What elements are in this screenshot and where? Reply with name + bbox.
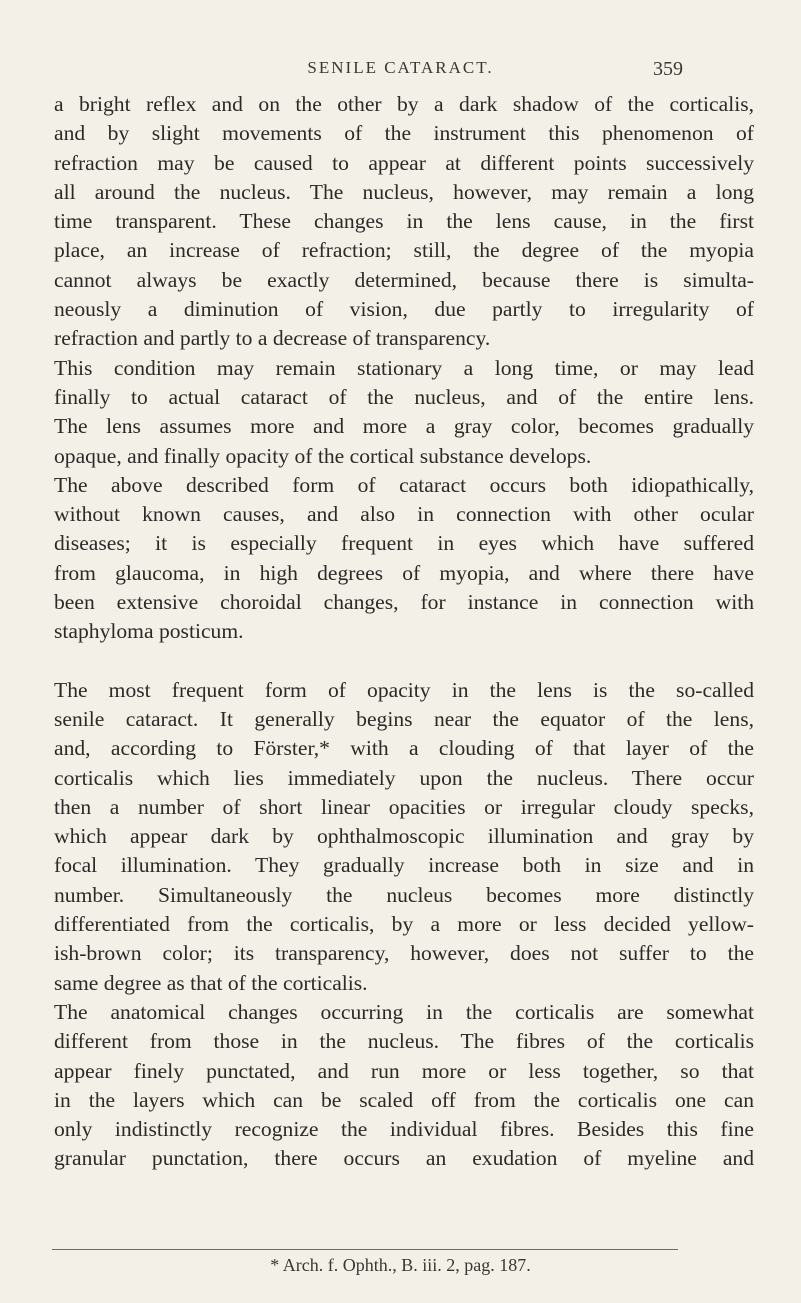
text-line: time transparent. These changes in the lens cause, in the first bbox=[54, 209, 754, 234]
paragraph bbox=[54, 354, 754, 471]
text-line: opaque, and finally opacity of the cortical substance develops. bbox=[54, 443, 592, 468]
footnote: * Arch. f. Ophth., B. iii. 2, pag. 187. bbox=[270, 1255, 531, 1275]
page-number: 359 bbox=[653, 58, 683, 80]
text-line: senile cataract. It generally begins near the equator of the lens, bbox=[54, 706, 754, 731]
text-line: staphyloma posticum. bbox=[54, 619, 244, 644]
text-line: refraction may be caused to appear at different points successively bbox=[54, 150, 754, 175]
text-line: then a number of short linear opacities or irregular cloudy specks, bbox=[54, 794, 754, 819]
text-line: The most frequent form of opacity in the lens is the so-called bbox=[54, 677, 754, 702]
text-line: granular punctation, there occurs an exudation of myeline and bbox=[54, 1146, 754, 1171]
body-text bbox=[54, 90, 754, 1174]
paragraph bbox=[54, 998, 754, 1174]
text-line: only indistinctly recognize the individual fibres. Besides this fine bbox=[54, 1117, 754, 1142]
paragraph bbox=[54, 90, 754, 354]
text-line: all around the nucleus. The nucleus, however, may remain a long bbox=[54, 179, 754, 204]
text-line: without known causes, and also in connection with other ocular bbox=[54, 502, 754, 527]
text-line: The anatomical changes occurring in the corticalis are somewhat bbox=[54, 999, 754, 1024]
text-line: place, an increase of refraction; still, the degree of the myopia bbox=[54, 238, 754, 263]
paragraph-gap bbox=[54, 647, 754, 676]
text-line: diseases; it is especially frequent in eyes which have suffered bbox=[54, 531, 754, 556]
text-line: in the layers which can be scaled off from the corticalis one can bbox=[54, 1087, 754, 1112]
text-line: finally to actual cataract of the nucleus, and of the entire lens. bbox=[54, 384, 754, 409]
text-line: refraction and partly to a decrease of transparency. bbox=[54, 326, 491, 351]
text-line: ish-brown color; its transparency, however, does not suffer to the bbox=[54, 941, 754, 966]
text-line: number. Simultaneously the nucleus becomes more distinctly bbox=[54, 882, 754, 907]
text-line: corticalis which lies immediately upon the nucleus. There occur bbox=[54, 765, 754, 790]
text-line: been extensive choroidal changes, for instance in connection with bbox=[54, 590, 754, 615]
text-line: The above described form of cataract occurs both idiopathically, bbox=[54, 472, 754, 497]
paragraph bbox=[54, 471, 754, 647]
text-line: from glaucoma, in high degrees of myopia, and where there have bbox=[54, 560, 754, 585]
text-line: which appear dark by ophthalmoscopic illumination and gray by bbox=[54, 824, 754, 849]
text-line: and by slight movements of the instrument this phenomenon of bbox=[54, 121, 754, 146]
text-line: appear finely punctated, and run more or less together, so that bbox=[54, 1058, 754, 1083]
text-line: same degree as that of the corticalis. bbox=[54, 970, 368, 995]
running-head bbox=[0, 58, 801, 86]
text-line: differentiated from the corticalis, by a more or less decided yellow- bbox=[54, 912, 754, 937]
text-line: This condition may remain stationary a long time, or may lead bbox=[54, 355, 754, 380]
text-line: The lens assumes more and more a gray color, becomes gradually bbox=[54, 414, 754, 439]
running-title: SENILE CATARACT. bbox=[307, 58, 494, 77]
text-line: a bright reflex and on the other by a dark shadow of the corticalis, bbox=[54, 92, 754, 116]
text-line: focal illumination. They gradually increase both in size and in bbox=[54, 853, 754, 878]
text-line: and, according to Förster,* with a clouding of that layer of the bbox=[54, 736, 754, 761]
paragraph bbox=[54, 676, 754, 998]
text-line: cannot always be exactly determined, because there is simulta- bbox=[54, 267, 754, 292]
footnote-rule bbox=[52, 1249, 678, 1250]
text-line: different from those in the nucleus. The fibres of the corticalis bbox=[54, 1029, 754, 1054]
text-line: neously a diminution of vision, due partly to irregularity of bbox=[54, 297, 754, 322]
